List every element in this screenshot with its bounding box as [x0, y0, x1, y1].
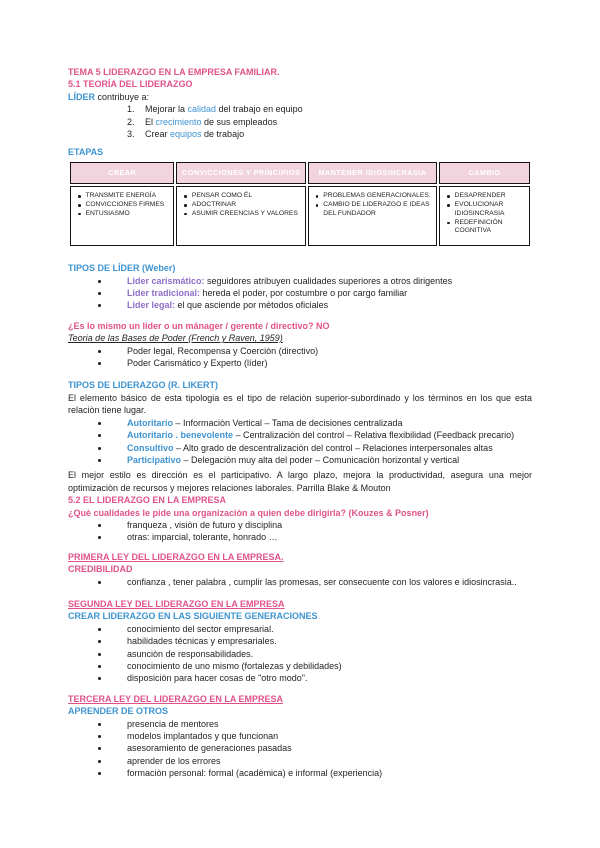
bullet-dot [98, 447, 101, 450]
bullet-dot [98, 434, 101, 437]
list-item: confianza , tener palabra , cumplir las promesas, ser consecuente con los valores e idiosincrasia.. [68, 576, 532, 588]
list-item: Autoritario – Informaciòn Vertical – Tama de decisiones centralizada [68, 417, 532, 429]
second-law-list [68, 623, 532, 685]
list-item: otras: imparcial, tolerante, honrado … [68, 531, 532, 543]
table-cell-idiosincrasia [308, 186, 437, 246]
cell-item: DESAPRENDER [443, 192, 526, 201]
list-item: Lider tradicional: hereda el poder, por costumbre o por cargo familiar [68, 287, 532, 299]
likert-list [68, 417, 532, 467]
bullet-dot [98, 640, 101, 643]
bullet-dot [98, 362, 101, 365]
bullet-dot [98, 350, 101, 353]
item-number: 1. [127, 104, 135, 115]
list-item: franqueza , visiòn de futuro y disciplina [68, 519, 532, 531]
lider-numbered-list [68, 103, 532, 140]
column-header: MANTENER IDIOSINCRASIA [308, 162, 437, 184]
bullet-dot [98, 772, 101, 775]
bullet-dot [98, 280, 101, 283]
doc-title: TEMA 5 LIDERAZGO EN LA EMPRESA FAMILIAR. [68, 67, 280, 77]
item-text: El crecimiento de sus empleados [145, 116, 278, 127]
bullet-dot [98, 723, 101, 726]
crear-liderazgo-subheading: CREAR LIDERAZGO EN LAS SIGUIENTE GENERACIONES [68, 611, 318, 622]
third-law-list [68, 718, 532, 780]
list-item: Poder legal, Recompensa y Coerciòn (directivo) [68, 345, 532, 357]
weber-heading: TIPOS DE LÍDER (Weber) [68, 263, 176, 274]
bullet-dot [98, 459, 101, 462]
etapas-heading: ETAPAS [68, 147, 104, 158]
lider-rest: contribuye a: [95, 91, 150, 102]
cell-item: CAMBIO DE LIDERAZGO E IDEAS DEL FUNDADOR [312, 201, 433, 219]
list-item: aprender de los errores [68, 755, 532, 767]
likert-intro: El elemento básico de esta tipologia es el tipo de relaciòn superior-subordinado y los tèrminos en los que esta relaciòn tiene lugar. [68, 392, 532, 416]
cell-item: ENTUSIASMO [74, 210, 170, 219]
column-header: CONVICCIONES Y PRINCIPIOS [176, 162, 305, 184]
table-cell-convicciones [176, 186, 305, 246]
manager-question: ¿Es lo mismo un lider o un mánager / gerente / directivo? NO [68, 320, 330, 331]
item-number: 3. [127, 129, 135, 140]
list-item: modelos implantados y que funcionan [68, 730, 532, 742]
likert-heading: TIPOS DE LIDERAZGO (R. LIKERT) [68, 380, 218, 391]
bullet-dot [184, 213, 187, 216]
cell-item: ADOCTRINAR [180, 201, 301, 210]
cell-item: PROBLEMAS GENERACIONALES. [312, 192, 433, 201]
list-item: presencia de mentores [68, 718, 532, 730]
cell-item: TRANSMITE ENERGÍA [74, 192, 170, 201]
bullet-dot [98, 653, 101, 656]
section-5-2-heading: 5.2 EL LIDERAZGO EN LA EMPRESA [68, 495, 227, 506]
list-item: Lider legal: el que asciende por mètodos oficiales [68, 299, 532, 311]
bullet-dot [78, 213, 81, 216]
second-law-heading: SEGUNDA LEY DEL LIDERAZGO EN LA EMPRESA [68, 598, 285, 609]
list-item: Lider carismático: seguidores atribuyen cualidades superiores a otros dirigentes [68, 275, 532, 287]
bullet-dot [98, 665, 101, 668]
item-text: Mejorar la calidad del trabajo en equipo [145, 104, 303, 115]
bullet-dot [98, 524, 101, 527]
qualities-question: ¿Què cualidades le pide una organizaciòn a quien debe dirigirla? (Kouzes & Posner) [68, 507, 429, 518]
first-law-heading: PRIMERA LEY DEL LIDERAZGO EN LA EMPRESA. [68, 551, 284, 562]
bullet-dot [316, 195, 319, 198]
list-item: Poder Carismático y Experto (líder) [68, 357, 532, 369]
section-5-1-heading: 5.1 TEORÍA DEL LIDERAZGO [68, 79, 193, 90]
list-item: habilidades técnicas y empresariales. [68, 635, 532, 647]
bullet-dot [78, 195, 81, 198]
credibilidad-subheading: CREDIBILIDAD [68, 564, 133, 575]
etapas-table [68, 160, 532, 248]
bullet-dot [98, 735, 101, 738]
likert-outro: El mejor estilo es dirección es el participativo. A largo plazo, mejora la productividad, asegura una mejor optimizaciòn de recursos y mejores relaciones laborales. Parrilla Blake & Mouton [68, 470, 532, 493]
list-item: Autoritario . benevolente – Centralizaciòn del control – Relativa flexibilidad (Feedback precario) [68, 429, 532, 441]
bullet-dot [98, 628, 101, 631]
list-item: Participativo – Delegaciòn muy alta del poder – Comunicaciòn horizontal y vertical [68, 454, 532, 466]
bullet-dot [184, 204, 187, 207]
bullet-dot [184, 195, 187, 198]
cell-item: PENSAR COMO ÉL [180, 192, 301, 201]
bullet-dot [447, 222, 450, 225]
manager-list [68, 345, 532, 370]
bullet-dot [316, 204, 319, 207]
list-item: disposiciòn para hacer cosas de "otro modo". [68, 672, 532, 684]
item-text: Crear equipos de trabajo [145, 129, 245, 140]
bullet-dot [98, 581, 101, 584]
bullet-dot [98, 304, 101, 307]
third-law-heading: TERCERA LEY DEL LIDERAZGO EN LA EMPRESA [68, 693, 284, 704]
list-item: Consultivo – Alto grado de descentralizaciòn del control – Relaciones interpersonales altas [68, 442, 532, 454]
lider-term: LÍDER [68, 91, 95, 102]
bullet-dot [447, 204, 450, 207]
table-body-row [70, 186, 530, 246]
list-item [68, 116, 532, 128]
list-item [68, 128, 532, 140]
bullet-dot [98, 747, 101, 750]
column-header: CREAR [70, 162, 174, 184]
table-header-row [70, 162, 530, 184]
page-content [68, 66, 532, 780]
list-item: formaciòn personal: formal (acadèmica) e informal (experiencia) [68, 767, 532, 779]
column-header: CAMBIO [439, 162, 530, 184]
table-cell-crear [70, 186, 174, 246]
weber-list [68, 275, 532, 312]
list-item: asunciòn de responsabilidades. [68, 648, 532, 660]
qualities-list [68, 519, 532, 544]
table-cell-cambio [439, 186, 530, 246]
cell-item: ASUMIR CREENCIAS Y VALORES [180, 210, 301, 219]
list-item: conocimiento del sector empresarial. [68, 623, 532, 635]
list-item: conocimiento de uno mismo (fortalezas y debilidades) [68, 660, 532, 672]
bullet-dot [98, 292, 101, 295]
bullet-dot [98, 760, 101, 763]
cell-item: REDEFINICIÓN COGNITIVA [443, 219, 526, 237]
first-law-list [68, 576, 532, 588]
cell-item: EVOLUCIONAR IDIOSINCRASIA [443, 201, 526, 219]
bullet-dot [78, 204, 81, 207]
bullet-dot [447, 195, 450, 198]
list-item [68, 103, 532, 115]
aprender-subheading: APRENDER DE OTROS [68, 706, 169, 717]
item-number: 2. [127, 116, 135, 127]
bullet-dot [98, 536, 101, 539]
lider-lead-line [68, 91, 532, 103]
power-bases-reference: Teoria de las Bases de Poder (French y Raven, 1959) [68, 333, 283, 344]
list-item: asesoramiento de generaciones pasadas [68, 742, 532, 754]
cell-item: CONVICCIONES FIRMES [74, 201, 170, 210]
bullet-dot [98, 422, 101, 425]
bullet-dot [98, 677, 101, 680]
